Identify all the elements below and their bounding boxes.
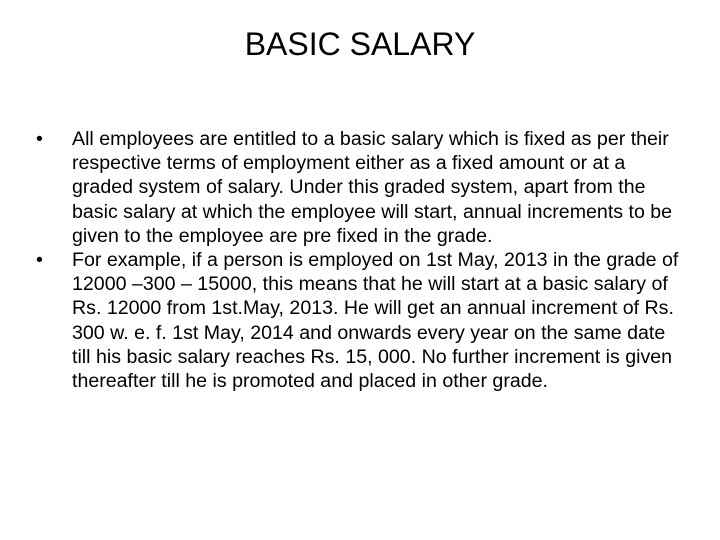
bullet-dot-icon: •	[36, 249, 43, 272]
slide-title: BASIC SALARY	[244, 26, 476, 62]
bullet-text: All employees are entitled to a basic salary which is fixed as per their respective terms of employment either as a fixed amount or at a graded system of salary. Under this graded system, apart from the basic salary at which the employee will start, annual increments to be given to the employee are pre fixed in the grade.	[72, 128, 673, 247]
bullet-list	[36, 127, 688, 393]
bullet-dot-icon: •	[36, 128, 43, 150]
bullet-item	[36, 127, 688, 248]
bullet-text: For example, if a person is employed on 1st May, 2013 in the grade of 12000 –300 – 15000, this means that he will start at a basic salary of Rs. 12000 from 1st.May, 2013. He will get an annual increment of Rs. 300 w. e. f. 1st May, 2014 and onwards every year on the same date till his basic salary reaches Rs. 15, 000. No further increment is given thereafter till he is promoted and placed in other grade.	[72, 249, 679, 393]
bullet-item	[36, 248, 688, 393]
